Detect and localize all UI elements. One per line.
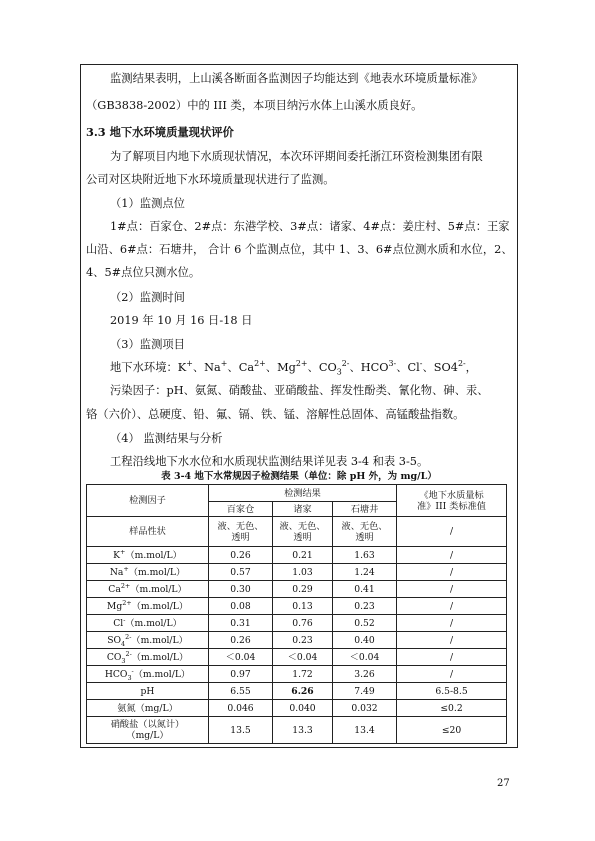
value-cell: ＜0.04: [333, 649, 397, 666]
time-value: 2019 年 10 月 16 日-18 日: [110, 314, 253, 327]
standard-cell: 6.5-8.5: [397, 683, 507, 700]
standard-cell: /: [397, 649, 507, 666]
value-cell: 0.31: [209, 615, 273, 632]
points-line-3: 4、5#点位只测水位。: [86, 266, 201, 279]
table-row: [87, 683, 507, 700]
factor-cell: $SO_4^{2-}(m.mol/L)$: [87, 632, 209, 649]
groundwater-env-label: 地下水环境：: [110, 361, 178, 374]
table-row: [87, 632, 507, 649]
site-name: 诸家: [273, 502, 333, 517]
value-cell: 7.49: [333, 683, 397, 700]
table-row: [87, 666, 507, 683]
standard-cell: /: [397, 615, 507, 632]
header-factor: 检测因子: [87, 485, 209, 517]
value-cell: 0.23: [333, 598, 397, 615]
value-cell: 0.30: [209, 581, 273, 598]
value-cell: 1.63: [333, 547, 397, 564]
value-cell: 6.26: [273, 683, 333, 700]
groundwater-env-line: 地下水环境：K+、Na+、$Ca^{2+}$、$Mg^{2+}$、$CO_3^{2-}$、$HCO^{3-}$、Cl-、$SO4^{2-}$，: [110, 359, 477, 377]
page-number: 27: [497, 778, 510, 789]
value-cell: 6.55: [209, 683, 273, 700]
value-cell: 0.08: [209, 598, 273, 615]
time-title: （2）监测时间: [110, 291, 185, 304]
factor-cell: Na+（m.mol/L）: [87, 564, 209, 581]
table-row: [87, 581, 507, 598]
value-cell: 0.21: [273, 547, 333, 564]
value-cell: 0.26: [209, 632, 273, 649]
value-cell: 0.57: [209, 564, 273, 581]
value-cell: 1.24: [333, 564, 397, 581]
points-line-1: 1#点：百家仓、2#点：东港学校、3#点：诸家、4#点：姜庄村、5#点：王家: [110, 220, 510, 233]
value-cell: 0.13: [273, 598, 333, 615]
table-row: [87, 547, 507, 564]
points-title: （1）监测点位: [110, 197, 185, 210]
sample-cell: 液、无色、 透明: [209, 517, 273, 547]
pollution-line-2: 铬（六价）、总硬度、铅、氟、镉、铁、锰、溶解性总固体、高锰酸盐指数。: [86, 408, 465, 421]
value-cell: 0.23: [273, 632, 333, 649]
value-cell: ＜0.04: [209, 649, 273, 666]
table-row: [87, 564, 507, 581]
results-title: （4） 监测结果与分析: [110, 432, 223, 445]
table-row-sample: [87, 517, 507, 547]
factor-cell: pH: [87, 683, 209, 700]
intro-line-2: 公司对区块附近地下水环境质量现状进行了监测。: [86, 173, 335, 186]
value-cell: 0.97: [209, 666, 273, 683]
value-cell: 3.26: [333, 666, 397, 683]
standard-cell: /: [397, 564, 507, 581]
results-line: 工程沿线地下水水位和水质现状监测结果详见表 3-4 和表 3-5。: [110, 455, 429, 468]
header-results: 检测结果: [209, 485, 397, 502]
table-row: [87, 615, 507, 632]
value-cell: 0.040: [273, 700, 333, 717]
table-header-row-1: [87, 485, 507, 502]
pollution-line-1: 污染因子：pH、氨氮、硝酸盐、亚硝酸盐、挥发性酚类、氰化物、砷、汞、: [110, 384, 489, 397]
header-standard: 《地下水质量标 准》III 类标准值: [397, 485, 507, 517]
value-cell: 0.29: [273, 581, 333, 598]
standard-cell: /: [397, 547, 507, 564]
factor-cell: 硝酸盐（以氮计） （mg/L）: [87, 717, 209, 744]
table-row: [87, 700, 507, 717]
sample-standard: /: [397, 517, 507, 547]
standard-cell: ≤0.2: [397, 700, 507, 717]
factor-cell: $CO_3^{2-}(m.mol/L)$: [87, 649, 209, 666]
table-row: [87, 717, 507, 744]
sample-label: 样品性状: [87, 517, 209, 547]
value-cell: 0.032: [333, 700, 397, 717]
factor-cell: K+（m.mol/L）: [87, 547, 209, 564]
factor-cell: Cl-（m.mol/L）: [87, 615, 209, 632]
value-cell: ＜0.04: [273, 649, 333, 666]
value-cell: 1.03: [273, 564, 333, 581]
value-cell: 1.72: [273, 666, 333, 683]
value-cell: 13.4: [333, 717, 397, 744]
table-caption: 表 3-4 地下水常规因子检测结果（单位：除 pH 外，为 mg/L）: [161, 471, 437, 482]
standard-cell: /: [397, 666, 507, 683]
standard-cell: ≤20: [397, 717, 507, 744]
intro-line-1: 为了解项目内地下水质现状情况，本次环评期间委托浙江环资检测集团有限: [110, 150, 483, 163]
site-name: 百家仓: [209, 502, 273, 517]
factor-cell: $HCO_3^-(m.mol/L)$: [87, 666, 209, 683]
value-cell: 0.26: [209, 547, 273, 564]
value-cell: 0.41: [333, 581, 397, 598]
items-title: （3）监测项目: [110, 338, 185, 351]
table-row: [87, 598, 507, 615]
factor-cell: 氨氮（mg/L）: [87, 700, 209, 717]
value-cell: 0.76: [273, 615, 333, 632]
factor-cell: $Mg^{2+}(m.mol/L)$: [87, 598, 209, 615]
conclusion-line-2: （GB3838-2002）中的 III 类，本项目纳污水体上山溪水质良好。: [86, 99, 423, 112]
value-cell: 0.046: [209, 700, 273, 717]
table-row: [87, 649, 507, 666]
value-cell: 0.52: [333, 615, 397, 632]
value-cell: 13.3: [273, 717, 333, 744]
standard-cell: /: [397, 632, 507, 649]
conclusion-line-1: 监测结果表明，上山溪各断面各监测因子均能达到《地表水环境质量标准》: [110, 72, 483, 85]
standard-cell: /: [397, 598, 507, 615]
site-name: 石塘井: [333, 502, 397, 517]
sample-cell: 液、无色、 透明: [333, 517, 397, 547]
value-cell: 0.40: [333, 632, 397, 649]
points-line-2: 山沿、6#点：石塘井， 合计 6 个监测点位，其中 1、3、6#点位测水质和水位，2、: [86, 243, 513, 256]
factor-cell: $Ca^{2+}(m.mol/L)$: [87, 581, 209, 598]
sample-cell: 液、无色、 透明: [273, 517, 333, 547]
value-cell: 13.5: [209, 717, 273, 744]
section-heading: 3.3 地下水环境质量现状评价: [86, 125, 234, 139]
groundwater-table: [86, 484, 507, 744]
standard-cell: /: [397, 581, 507, 598]
